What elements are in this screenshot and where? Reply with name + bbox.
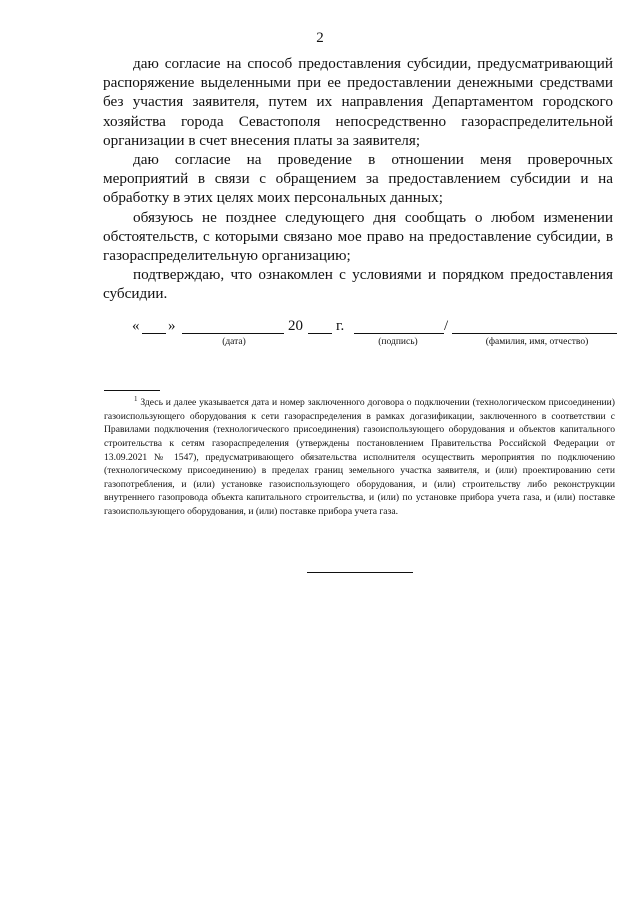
month-line — [182, 333, 284, 334]
day-line — [142, 333, 166, 334]
paragraph-acknowledgement: подтверждаю, что ознакомлен с условиями и порядком предоставления субсидии. — [103, 266, 613, 303]
date-caption: (дата) — [222, 337, 246, 347]
paragraph-change-notice: обязуюсь не позднее следующего дня сообщать о любом изменении обстоятельств, с которыми связано мое право на предоставление субсидии, в газораспределительную организацию; — [103, 208, 613, 265]
quote-open: « — [132, 318, 140, 334]
end-separator — [307, 572, 413, 573]
footnote — [104, 393, 615, 519]
footnote-text: Здесь и далее указывается дата и номер заключенного договора о подключении (технологическом присоединении) газоиспользующего оборудования к сети газораспределения в рамках догазификации, заключенного в соответствии с Правилами подключения (технологического присоединения) газоиспользующего оборудования и объектов капитального строительства к сетям газораспределения (утверждены постановлением Правительства Российской Федерации от 13.09.2021 № 1547), предусматривающего обязательства исполнителя осуществить мероприятия по подключению (технологическому присоединению) в пределах границ земельного участка заявителя, и (или) проектированию сети газопотребления, и (или) установке газоиспользующего оборудования, и (или) строительству либо реконструкции внутреннего газопровода объекта капитального строительства, и (или) по установке прибора учета газа, и (или) поставке газоиспользующего оборудования, и (или) поставке прибора учета газа. — [104, 397, 616, 517]
year-line — [308, 333, 332, 334]
year-prefix: 20 — [288, 318, 303, 334]
paragraph-verification-consent: даю согласие на проведение в отношении меня проверочных мероприятий в связи с обращением за предоставлением субсидии и на обработку в этих целях моих персональных данных; — [103, 151, 613, 207]
footnote-marker: 1 — [134, 395, 138, 403]
slash: / — [444, 318, 449, 334]
name-line — [452, 333, 617, 334]
paragraph-payment-consent: даю согласие на способ предоставления субсидии, предусматривающий распоряжение выделенными при ее предоставлении денежными средствами без участия заявителя, путем их направления Департаментом городского хозяйства города Севастополя непосредственно газораспределительной организации в счет внесения платы за заявителя; — [103, 55, 613, 149]
signature-line — [354, 333, 444, 334]
year-suffix: г. — [336, 318, 345, 334]
signature-block — [132, 318, 617, 354]
name-caption: (фамилия, имя, отчество) — [485, 337, 589, 347]
page-number: 2 — [316, 30, 324, 46]
quote-close: » — [168, 318, 176, 334]
consent-body — [103, 54, 613, 304]
footnote-separator — [104, 390, 160, 391]
signature-caption: (подпись) — [378, 337, 418, 347]
